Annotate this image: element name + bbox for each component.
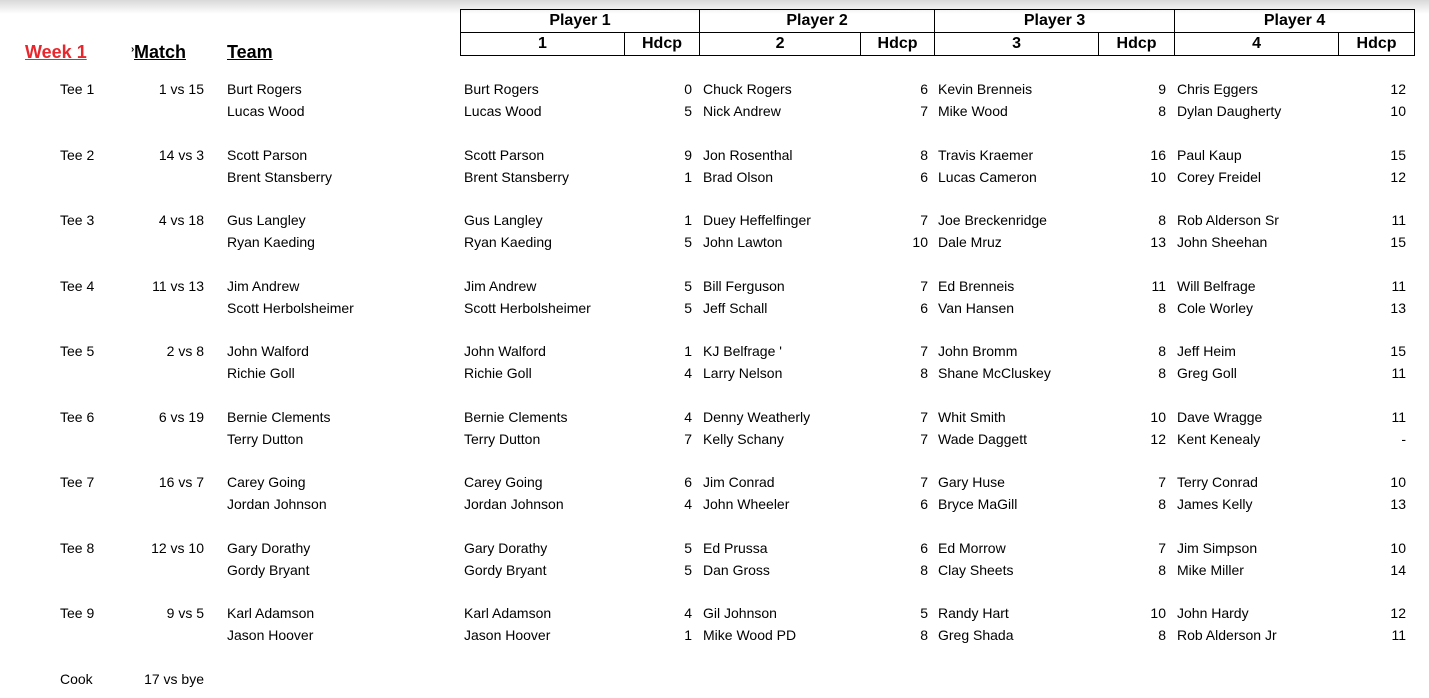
match-cell: 6 vs 19 (158, 409, 204, 425)
player-3-hdcp: 9 (1158, 81, 1166, 97)
player-2-hdcp: 6 (920, 81, 928, 97)
table-row (0, 209, 1429, 231)
player-2-hdcp: 6 (920, 496, 928, 512)
team-cell: Richie Goll (227, 365, 295, 381)
player-1-name: Ryan Kaeding (464, 234, 552, 250)
player-3-name: Lucas Cameron (938, 169, 1037, 185)
table-row (0, 428, 1429, 450)
player-1-hdcp: 1 (684, 212, 692, 228)
player-2-name: KJ Belfrage ' (703, 343, 782, 359)
player-3-name: Joe Breckenridge (938, 212, 1047, 228)
player-2-name: Ed Prussa (703, 540, 768, 556)
player-4-name: Rob Alderson Sr (1177, 212, 1279, 228)
player-2-hdcp: 7 (920, 343, 928, 359)
team-cell: Brent Stansberry (227, 169, 333, 185)
player-2-hdcp: 6 (920, 540, 928, 556)
player-2-name: Duey Heffelfinger (703, 212, 811, 228)
player-1-name: Jordan Johnson (464, 496, 564, 512)
player-1-hdcp: 5 (684, 103, 692, 119)
player-3-name: Wade Daggett (938, 431, 1027, 447)
tee-cell: Tee 4 (60, 278, 95, 294)
player-4-name: Will Belfrage (1177, 278, 1256, 294)
player-4-name: Kent Kenealy (1177, 431, 1261, 447)
player-3-hdcp: 7 (1158, 540, 1166, 556)
player-2-name: Dan Gross (703, 562, 770, 578)
player-4-number: 4 (1175, 33, 1339, 56)
team-column-header: Team (227, 42, 273, 62)
player-1-hdcp: 9 (684, 147, 692, 163)
table-row (0, 166, 1429, 188)
tee-cell: Tee 2 (60, 147, 95, 163)
tee-cell: Tee 9 (60, 605, 95, 621)
player-1-hdcp: 4 (684, 496, 692, 512)
player-1-hdcp: 5 (684, 278, 692, 294)
player-2-hdcp-header: Hdcp (861, 33, 935, 56)
player-1-hdcp: 5 (684, 300, 692, 316)
player-3-hdcp: 8 (1158, 562, 1166, 578)
player-4-hdcp: 10 (1390, 474, 1406, 490)
team-cell: Scott Parson (227, 147, 308, 163)
player-3-name: Greg Shada (938, 627, 1014, 643)
player-2-hdcp: 8 (920, 627, 928, 643)
player-2-hdcp: 6 (920, 300, 928, 316)
player-2-hdcp: 7 (920, 212, 928, 228)
player-4-hdcp: 14 (1390, 562, 1406, 578)
tee-cell: Tee 5 (60, 343, 95, 359)
player-3-hdcp: 8 (1158, 496, 1166, 512)
team-cell: Jordan Johnson (227, 496, 327, 512)
week-label: Week 1 (25, 42, 87, 62)
player-2-hdcp: 8 (920, 147, 928, 163)
player-1-hdcp: 0 (684, 81, 692, 97)
player-3-name: Dale Mruz (938, 234, 1002, 250)
player-3-hdcp: 8 (1158, 103, 1166, 119)
player-4-hdcp: 11 (1391, 212, 1406, 228)
player-1-hdcp-header: Hdcp (625, 33, 700, 56)
table-row (0, 78, 1429, 100)
player-4-name: Cole Worley (1177, 300, 1253, 316)
tee-cell: Tee 6 (60, 409, 95, 425)
table-row (0, 231, 1429, 253)
tee-cell: Cook (60, 671, 93, 687)
player-3-hdcp: 10 (1150, 169, 1166, 185)
player-2-hdcp: 7 (920, 474, 928, 490)
table-row (0, 340, 1429, 362)
player-1-name: Terry Dutton (464, 431, 541, 447)
player-4-name: Corey Freidel (1177, 169, 1262, 185)
team-cell: Carey Going (227, 474, 306, 490)
player-4-name: John Hardy (1177, 605, 1249, 621)
match-cell: 16 vs 7 (158, 474, 204, 490)
player-3-hdcp: 8 (1158, 300, 1166, 316)
player-4-name: Terry Conrad (1177, 474, 1258, 490)
tee-cell: Tee 1 (60, 81, 95, 97)
player-2-name: Gil Johnson (703, 605, 777, 621)
player-3-name: Randy Hart (938, 605, 1009, 621)
player-3-number: 3 (935, 33, 1099, 56)
table-row (0, 471, 1429, 493)
player-3-hdcp: 13 (1150, 234, 1166, 250)
player-4-hdcp: 11 (1391, 409, 1406, 425)
team-cell: Ryan Kaeding (227, 234, 315, 250)
tee-cell: Tee 7 (60, 474, 95, 490)
player-1-hdcp: 7 (684, 431, 692, 447)
table-row (0, 602, 1429, 624)
player-3-name: Bryce MaGill (938, 496, 1018, 512)
player-1-hdcp: 1 (684, 627, 692, 643)
table-row (0, 144, 1429, 166)
player-1-name: Jason Hoover (464, 627, 551, 643)
team-cell: Burt Rogers (227, 81, 302, 97)
player-3-name: Whit Smith (938, 409, 1006, 425)
player-4-hdcp: 13 (1390, 300, 1406, 316)
table-row (0, 624, 1429, 646)
match-cell: 17 vs bye (144, 671, 204, 687)
player-1-name: Brent Stansberry (464, 169, 570, 185)
player-4-hdcp: 10 (1390, 103, 1406, 119)
player-1-hdcp: 1 (684, 343, 692, 359)
table-row (0, 537, 1429, 559)
player-2-header: Player 2 (700, 10, 935, 33)
team-cell: Gary Dorathy (227, 540, 311, 556)
player-1-name: Lucas Wood (464, 103, 542, 119)
player-1-hdcp: 4 (684, 365, 692, 381)
player-4-name: John Sheehan (1177, 234, 1268, 250)
player-4-name: Chris Eggers (1177, 81, 1258, 97)
player-4-hdcp: 13 (1390, 496, 1406, 512)
player-3-hdcp: 8 (1158, 343, 1166, 359)
team-cell: John Walford (227, 343, 309, 359)
player-4-hdcp: 12 (1390, 81, 1406, 97)
player-3-hdcp: 11 (1151, 278, 1166, 294)
player-2-name: Jim Conrad (703, 474, 775, 490)
team-cell: Jim Andrew (227, 278, 300, 294)
match-cell: 9 vs 5 (166, 605, 204, 621)
tee-cell: Tee 8 (60, 540, 95, 556)
player-2-name: John Lawton (703, 234, 783, 250)
player-3-name: Van Hansen (938, 300, 1015, 316)
player-3-name: Gary Huse (938, 474, 1005, 490)
player-1-hdcp: 4 (684, 409, 692, 425)
team-cell: Bernie Clements (227, 409, 331, 425)
table-row (0, 559, 1429, 581)
player-3-hdcp-header: Hdcp (1099, 33, 1175, 56)
player-header-grid (460, 9, 1415, 56)
player-2-hdcp: 7 (920, 431, 928, 447)
player-4-hdcp: 10 (1390, 540, 1406, 556)
table-row (0, 668, 1429, 690)
player-2-hdcp: 10 (912, 234, 928, 250)
player-2-hdcp: 8 (920, 562, 928, 578)
player-1-name: Jim Andrew (464, 278, 537, 294)
player-4-hdcp: 15 (1390, 234, 1406, 250)
player-1-name: John Walford (464, 343, 546, 359)
player-3-hdcp: 8 (1158, 365, 1166, 381)
player-3-hdcp: 7 (1158, 474, 1166, 490)
match-cell: 4 vs 18 (158, 212, 204, 228)
player-1-name: Gordy Bryant (464, 562, 547, 578)
team-cell: Terry Dutton (227, 431, 304, 447)
player-4-name: Dylan Daugherty (1177, 103, 1282, 119)
team-cell: Lucas Wood (227, 103, 305, 119)
player-4-name: James Kelly (1177, 496, 1253, 512)
player-1-name: Karl Adamson (464, 605, 552, 621)
player-4-hdcp: 11 (1391, 278, 1406, 294)
match-cell: 11 vs 13 (152, 278, 204, 294)
player-4-name: Jeff Heim (1177, 343, 1236, 359)
player-3-hdcp: 8 (1158, 627, 1166, 643)
player-4-name: Jim Simpson (1177, 540, 1258, 556)
player-2-name: Larry Nelson (703, 365, 783, 381)
player-1-name: Richie Goll (464, 365, 532, 381)
player-3-name: Mike Wood (938, 103, 1008, 119)
player-3-header: Player 3 (935, 10, 1175, 33)
tee-cell: Tee 3 (60, 212, 95, 228)
player-2-hdcp: 7 (920, 103, 928, 119)
player-3-hdcp: 16 (1150, 147, 1166, 163)
player-3-hdcp: 12 (1150, 431, 1166, 447)
player-2-name: John Wheeler (703, 496, 790, 512)
player-1-hdcp: 5 (684, 234, 692, 250)
player-2-name: Chuck Rogers (703, 81, 792, 97)
player-3-name: John Bromm (938, 343, 1018, 359)
player-4-hdcp: 15 (1390, 343, 1406, 359)
player-2-name: Nick Andrew (703, 103, 781, 119)
match-cell: 1 vs 15 (158, 81, 204, 97)
player-4-name: Dave Wragge (1177, 409, 1263, 425)
player-2-hdcp: 7 (920, 278, 928, 294)
player-3-name: Ed Brenneis (938, 278, 1015, 294)
player-2-name: Kelly Schany (703, 431, 784, 447)
player-1-hdcp: 5 (684, 562, 692, 578)
player-4-hdcp: 12 (1390, 169, 1406, 185)
player-2-number: 2 (700, 33, 861, 56)
player-2-hdcp: 7 (920, 409, 928, 425)
player-1-hdcp: 4 (684, 605, 692, 621)
player-4-name: Rob Alderson Jr (1177, 627, 1277, 643)
match-cell: 14 vs 3 (158, 147, 204, 163)
player-1-name: Bernie Clements (464, 409, 568, 425)
player-4-hdcp: 11 (1391, 365, 1406, 381)
player-2-name: Brad Olson (703, 169, 774, 185)
team-cell: Gus Langley (227, 212, 306, 228)
player-2-hdcp: 6 (920, 169, 928, 185)
player-4-name: Mike Miller (1177, 562, 1244, 578)
player-1-hdcp: 1 (684, 169, 692, 185)
player-1-name: Gus Langley (464, 212, 543, 228)
player-2-name: Denny Weatherly (703, 409, 811, 425)
player-1-name: Carey Going (464, 474, 543, 490)
team-cell: Gordy Bryant (227, 562, 310, 578)
table-row (0, 100, 1429, 122)
table-row (0, 362, 1429, 384)
player-3-hdcp: 10 (1150, 605, 1166, 621)
player-4-hdcp-header: Hdcp (1339, 33, 1415, 56)
player-1-number: 1 (461, 33, 625, 56)
player-header-row (461, 10, 1415, 33)
player-1-name: Gary Dorathy (464, 540, 548, 556)
player-3-name: Travis Kraemer (938, 147, 1034, 163)
player-1-hdcp: 5 (684, 540, 692, 556)
table-row (0, 406, 1429, 428)
player-2-name: Jeff Schall (703, 300, 768, 316)
player-3-name: Ed Morrow (938, 540, 1006, 556)
player-3-hdcp: 8 (1158, 212, 1166, 228)
player-4-name: Greg Goll (1177, 365, 1237, 381)
player-2-name: Bill Ferguson (703, 278, 785, 294)
player-2-name: Jon Rosenthal (703, 147, 793, 163)
match-cell: 12 vs 10 (151, 540, 204, 556)
player-1-hdcp: 6 (684, 474, 692, 490)
player-4-name: Paul Kaup (1177, 147, 1242, 163)
team-cell: Karl Adamson (227, 605, 315, 621)
player-4-hdcp: 11 (1391, 627, 1406, 643)
player-3-name: Shane McCluskey (938, 365, 1051, 381)
table-row (0, 275, 1429, 297)
table-row (0, 493, 1429, 515)
player-4-header: Player 4 (1175, 10, 1415, 33)
player-4-hdcp: 12 (1390, 605, 1406, 621)
player-1-header: Player 1 (461, 10, 700, 33)
player-1-name: Scott Herbolsheimer (464, 300, 591, 316)
player-2-name: Mike Wood PD (703, 627, 797, 643)
player-2-hdcp: 8 (920, 365, 928, 381)
match-tick-mark: › (131, 44, 135, 55)
player-1-name: Burt Rogers (464, 81, 539, 97)
player-3-name: Clay Sheets (938, 562, 1014, 578)
match-cell: 2 vs 8 (166, 343, 204, 359)
table-row (0, 297, 1429, 319)
player-2-hdcp: 5 (920, 605, 928, 621)
team-cell: Scott Herbolsheimer (227, 300, 354, 316)
match-column-header: Match (134, 42, 187, 62)
player-4-hdcp: 15 (1390, 147, 1406, 163)
subheader-row (461, 33, 1415, 56)
player-4-hdcp: - (1401, 431, 1406, 447)
player-1-name: Scott Parson (464, 147, 545, 163)
team-cell: Jason Hoover (227, 627, 314, 643)
player-3-name: Kevin Brenneis (938, 81, 1033, 97)
player-3-hdcp: 10 (1150, 409, 1166, 425)
